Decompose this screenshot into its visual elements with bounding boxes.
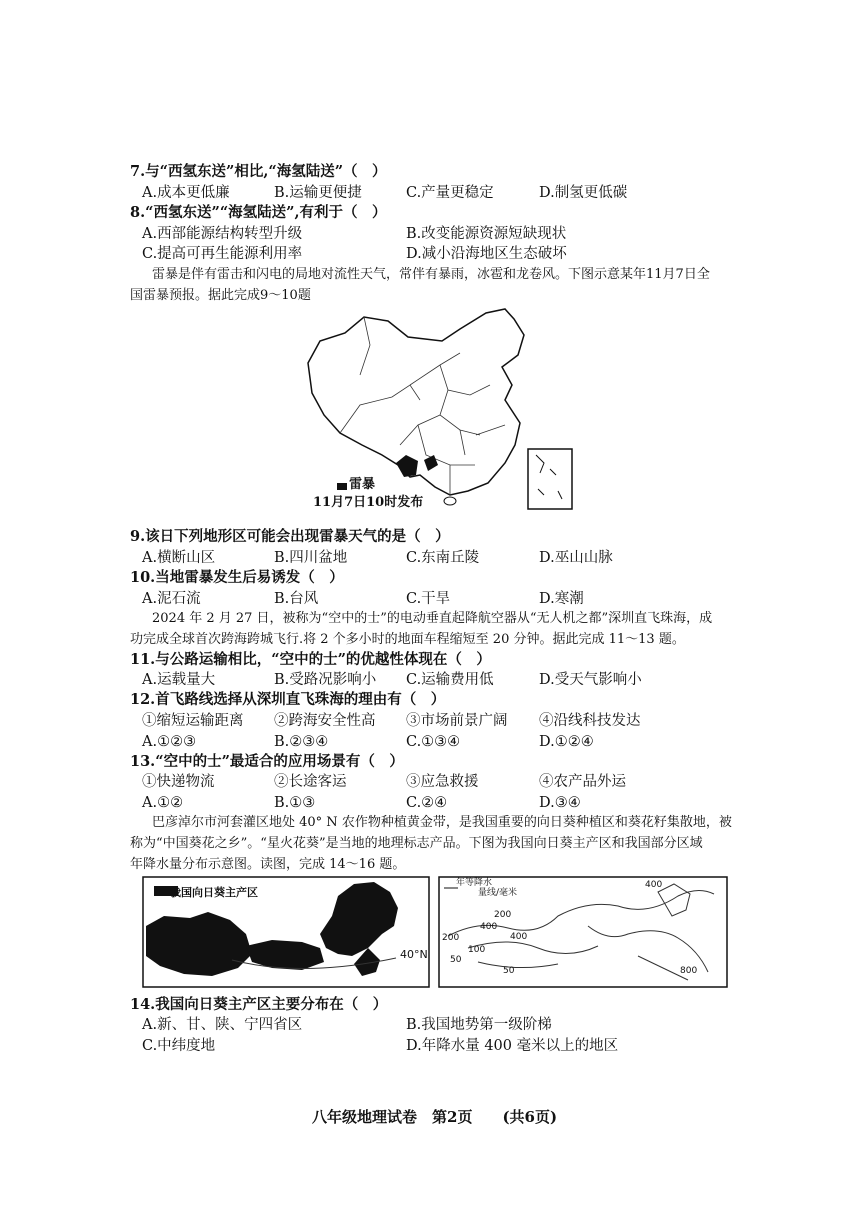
sunflower-area-legend: 我国向日葵主产区 <box>170 886 258 899</box>
q9-option-a: A.横断山区 <box>142 550 216 566</box>
q8-option-b: B.改变能源资源短缺现状 <box>406 226 567 242</box>
question-8-stem: 8.“西氢东送”“海氢陆送”,有利于（ ） <box>130 204 387 221</box>
question-11-stem: 11.与公路运输相比，“空中的士”的优越性体现在（ ） <box>130 651 491 668</box>
question-12-stem: 12.首飞路线选择从深圳直飞珠海的理由有（ ） <box>130 691 446 708</box>
question-13-stem: 13.“空中的士”最适合的应用场景有（ ） <box>130 753 404 770</box>
q9-option-d: D.巫山山脉 <box>539 550 613 566</box>
q13-option-c: C.②④ <box>406 795 448 811</box>
forecast-time-caption: 11月7日10时发布 <box>313 495 424 510</box>
passage-sunflower-line3: 年降水量分布示意图。读图，完成 14～16 题。 <box>130 857 406 872</box>
isoline-value: 400 <box>645 880 663 890</box>
q12-option-a: A.①②③ <box>142 734 197 750</box>
isoline-legend-line2: 量线/毫米 <box>478 888 518 898</box>
isoline-value: 50 <box>503 966 515 976</box>
question-14-stem: 14.我国向日葵主产区主要分布在（ ） <box>130 996 388 1013</box>
passage-air-taxi-line1: 2024 年 2 月 27 日，被称为“空中的士”的电动垂直起降航空器从“无人机之都”深圳直飞珠海，成 <box>152 611 713 626</box>
isoline-value: 200 <box>494 910 512 920</box>
q10-option-a: A.泥石流 <box>142 591 201 607</box>
q8-option-a: A.西部能源结构转型升级 <box>142 226 303 242</box>
q8-option-d: D.减小沿海地区生态破坏 <box>406 246 567 262</box>
q14-option-b: B.我国地势第一级阶梯 <box>406 1017 552 1033</box>
q12-option-c: C.①③④ <box>406 734 461 750</box>
q7-option-c: C.产量更稳定 <box>406 185 494 201</box>
passage-air-taxi-line2: 功完成全球首次跨海跨城飞行.将 2 个多小时的地面车程缩短至 20 分钟。据此完成 11～13 题。 <box>130 632 685 647</box>
passage-thunderstorm-line2: 国雷暴预报。据此完成9～10题 <box>130 288 311 303</box>
q9-option-b: B.四川盆地 <box>274 550 348 566</box>
q10-option-c: C.干旱 <box>406 591 451 607</box>
q12-statement-4: ④沿线科技发达 <box>539 713 641 729</box>
q10-option-d: D.寒潮 <box>539 591 584 607</box>
q14-option-a: A.新、甘、陕、宁四省区 <box>142 1017 303 1033</box>
q14-option-c: C.中纬度地 <box>142 1038 216 1054</box>
q11-option-a: A.运载量大 <box>142 672 216 688</box>
q13-statement-1: ①快递物流 <box>142 774 215 790</box>
q13-option-d: D.③④ <box>539 795 581 811</box>
q7-option-d: D.制氢更低碳 <box>539 185 628 201</box>
passage-sunflower-line1: 巴彦淖尔市河套灌区地处 40° N 农作物种植黄金带，是我国重要的向日葵种植区和葵花籽集散地，被 <box>152 815 732 830</box>
q11-option-c: C.运输费用低 <box>406 672 494 688</box>
q13-statement-4: ④农产品外运 <box>539 774 626 790</box>
china-thunderstorm-map <box>300 305 580 515</box>
isoline-value: 400 <box>480 922 498 932</box>
q8-option-c: C.提高可再生能源利用率 <box>142 246 303 262</box>
isoline-value: 800 <box>680 966 698 976</box>
q7-option-a: A.成本更低廉 <box>142 185 230 201</box>
q12-statement-1: ①缩短运输距离 <box>142 713 244 729</box>
q11-option-b: B.受路况影响小 <box>274 672 377 688</box>
isoline-legend-line1: 年等降水 <box>456 878 493 888</box>
q13-statement-3: ③应急救援 <box>406 774 479 790</box>
question-7-stem: 7.与“西氢东送”相比,“海氢陆送”（ ） <box>130 163 387 180</box>
q12-option-d: D.①②④ <box>539 734 594 750</box>
thunderstorm-legend: 雷暴 <box>349 477 376 492</box>
page-footer: 八年级地理试卷 第2页 (共6页) <box>312 1108 558 1126</box>
q13-option-a: A.①② <box>142 795 184 811</box>
q13-statement-2: ②长途客运 <box>274 774 347 790</box>
isoline-value: 50 <box>450 955 462 965</box>
isoline-value: 200 <box>442 933 460 943</box>
q9-option-c: C.东南丘陵 <box>406 550 480 566</box>
passage-sunflower-line2: 称为“中国葵花之乡”。“星火花葵”是当地的地理标志产品。下图为我国向日葵主产区和我国部分区域 <box>130 836 703 851</box>
q12-option-b: B.②③④ <box>274 734 329 750</box>
question-10-stem: 10.当地雷暴发生后易诱发（ ） <box>130 569 344 586</box>
question-9-stem: 9.该日下列地形区可能会出现雷暴天气的是（ ） <box>130 528 450 545</box>
q12-statement-2: ②跨海安全性高 <box>274 713 376 729</box>
q10-option-b: B.台风 <box>274 591 319 607</box>
q7-option-b: B.运输更便捷 <box>274 185 362 201</box>
q12-statement-3: ③市场前景广阔 <box>406 713 508 729</box>
q11-option-d: D.受天气影响小 <box>539 672 642 688</box>
q13-option-b: B.①③ <box>274 795 316 811</box>
latitude-40n-label: 40°N <box>400 948 428 961</box>
isoline-value: 100 <box>468 945 486 955</box>
passage-thunderstorm-line1: 雷暴是伴有雷击和闪电的局地对流性天气，常伴有暴雨，冰雹和龙卷风。下图示意某年11月7日全 <box>152 267 710 282</box>
q14-option-d: D.年降水量 400 毫米以上的地区 <box>406 1038 619 1054</box>
isoline-value: 400 <box>510 932 528 942</box>
